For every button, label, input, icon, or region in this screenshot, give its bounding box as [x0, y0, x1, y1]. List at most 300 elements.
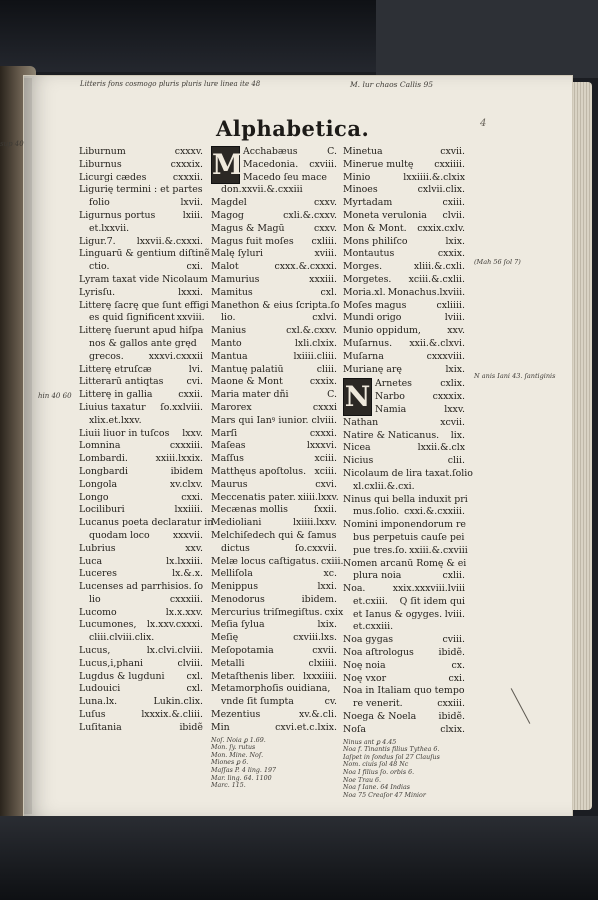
entry-reference: [201, 632, 203, 645]
entry-term: Meſia ſylua: [211, 619, 265, 631]
entry-reference: xxiii.&.cxviii: [409, 544, 468, 556]
index-entry: [375, 378, 465, 391]
index-entry: [79, 619, 203, 632]
entry-reference: lxix.: [445, 235, 465, 247]
entry-term: folio: [89, 197, 110, 209]
entry-term: Lucanus poeta declaratur in: [79, 517, 214, 529]
index-entry: [343, 621, 465, 634]
entry-term: quodam loco: [89, 529, 150, 541]
entry-term: ctio.: [89, 261, 110, 273]
entry-term: Malę ſyluri: [211, 248, 263, 260]
entry-term: Maria mater dñi: [211, 389, 289, 401]
index-entry: [343, 442, 465, 455]
index-entry: [211, 658, 337, 671]
index-entry: [211, 428, 337, 441]
entry-term: et.cxxiii.: [353, 621, 394, 633]
entry-term: Noega & Noela: [343, 711, 417, 723]
entry-term: et.cxiii.: [353, 595, 388, 607]
entry-term: don.xxvii.&.cxxiii: [221, 184, 303, 196]
entry-term: Liuius taxatur: [79, 401, 146, 413]
entry-term: Noa gygas: [343, 634, 394, 646]
entry-term: Melchiſedech qui & ſamus: [211, 529, 337, 541]
entry-reference: lx.&.x.: [172, 568, 203, 580]
index-entry: [343, 210, 465, 223]
index-entry: [211, 389, 337, 402]
entry-reference: lx.lxxiii.: [166, 555, 203, 567]
entry-reference: [340, 300, 342, 313]
entry-term: dictus: [221, 542, 250, 554]
entry-term: es quid ſignificent: [89, 312, 175, 324]
entry-reference: lvi.: [188, 363, 203, 375]
entry-term: Licurgi cædes: [79, 171, 147, 183]
entry-reference: [464, 685, 466, 698]
entry-term: Ligurię termini : et partes: [79, 184, 203, 196]
entry-term: Mantuę palatiū: [211, 363, 284, 375]
entry-term: Metaſthenis liber.: [211, 670, 296, 682]
entry-term: Min: [211, 721, 230, 733]
index-entry: [79, 683, 203, 696]
index-entry: [211, 492, 337, 505]
index-entry: [211, 466, 337, 479]
entry-term: lio: [89, 593, 101, 605]
index-entry: [211, 440, 337, 453]
entry-reference: cliii.: [316, 363, 337, 375]
index-entry: [343, 325, 465, 338]
entry-reference: cxl.&.cxxv.: [286, 325, 337, 337]
entry-term: Magus & Magū: [211, 222, 285, 234]
entry-reference: Lukin.clix.: [153, 696, 203, 708]
entry-term: Longo: [79, 491, 109, 503]
entry-term: Macedo ſeu mace: [243, 171, 327, 183]
entry-reference: lxxiiii.&.clxix: [403, 171, 465, 183]
entry-term: Murianę arę: [343, 363, 402, 375]
entry-term: Litterę etruſcæ: [79, 363, 152, 375]
entry-term: Nomen arcanū Romę & ei: [343, 557, 467, 569]
index-entry: [79, 517, 214, 530]
entry-term: mus.ſolio.: [353, 506, 400, 518]
entry-term: Liburnum: [79, 146, 126, 157]
entry-reference: clvii.: [442, 209, 465, 221]
index-entry: [243, 172, 337, 185]
entry-term: Lombardi.: [79, 453, 128, 465]
entry-reference: clviii.: [311, 414, 337, 426]
index-entry: [211, 645, 337, 658]
index-entry: [343, 417, 465, 430]
entry-reference: cxxix.cxlv.: [417, 222, 465, 234]
index-entry: [343, 261, 465, 274]
index-entry: [79, 364, 203, 377]
index-entry: [243, 146, 337, 159]
entry-term: grecos.: [89, 350, 124, 362]
index-entry: [79, 159, 203, 172]
index-entry: [211, 683, 337, 696]
handwritten-note: Noa I filius ſo. orbis 6.: [343, 769, 415, 777]
entry-term: Metamorphoſis ouidiana,: [211, 683, 331, 695]
decorated-initial-n: N: [343, 378, 372, 416]
index-entry: [211, 517, 337, 530]
index-entry: [79, 466, 203, 479]
entry-reference: cxlii.: [442, 570, 465, 582]
index-entry: [79, 479, 203, 492]
entry-reference: xxxvii.: [172, 529, 203, 541]
entry-reference: cxviii.lxs.: [293, 632, 337, 644]
entry-term: lio.: [221, 312, 236, 324]
index-entry: [343, 660, 465, 673]
index-entry: [211, 594, 337, 607]
index-entry: [211, 236, 337, 249]
entry-term: bus perpetuis cauſe pei: [353, 531, 465, 543]
entry-reference: cxxv.: [314, 222, 337, 234]
entry-term: Maſſus: [211, 453, 244, 465]
entry-term: Malot: [211, 261, 239, 273]
entry-term: Mercurius triſmegiſtus.: [211, 606, 323, 618]
index-entry: [211, 274, 337, 287]
index-column-3: [343, 146, 473, 799]
entry-term: Luſitania: [79, 721, 122, 733]
index-entry: [343, 172, 465, 185]
entry-term: Litterę ſacrę que ſunt effigi: [79, 299, 209, 311]
entry-reference: ibidẽ.: [438, 711, 465, 723]
index-entry: [343, 197, 465, 210]
entry-term: Lucenses ad parrhisios.: [79, 581, 192, 593]
index-entry: [343, 455, 465, 468]
entry-reference: cv.: [324, 696, 337, 708]
index-entry: [375, 391, 465, 404]
entry-term: Ludouici: [79, 683, 121, 695]
index-entry: [79, 492, 203, 505]
handwritten-note: Mon. Mine. Noſ.: [211, 751, 264, 759]
index-entry: [343, 430, 465, 443]
entry-term: Magdel: [211, 197, 247, 209]
index-entry: [343, 609, 465, 622]
index-entry: [79, 556, 203, 569]
entry-reference: cxix: [324, 606, 344, 618]
entry-reference: clxix.: [440, 723, 465, 735]
index-entry: [79, 325, 203, 338]
entry-reference: xciii.: [314, 465, 337, 477]
entry-reference: lxiiii.lxxv.: [293, 517, 337, 529]
entry-term: Manto: [211, 337, 242, 349]
handwritten-note: Iaſpet in ſondus ſol 27 Clauſus: [343, 753, 440, 761]
index-entry: [79, 338, 203, 351]
entry-reference: [463, 481, 465, 494]
index-entry: [79, 248, 210, 261]
entry-term: et.lxxvii.: [89, 222, 130, 234]
index-entry: [211, 338, 337, 351]
entry-term: Luca: [79, 555, 103, 567]
entry-reference: cxl.: [320, 286, 337, 298]
entry-reference: [473, 468, 475, 481]
index-entry: [79, 645, 203, 658]
entry-term: Muſarnus.: [343, 337, 393, 349]
entry-reference: cxxii.: [178, 389, 203, 401]
index-entry: [211, 312, 337, 325]
entry-reference: ſo: [193, 581, 203, 593]
entry-term: Natire & Naticanus.: [343, 429, 440, 441]
entry-term: Liburnus: [79, 158, 122, 170]
entry-reference: cxxiiii.: [434, 158, 465, 170]
index-entry: [211, 261, 337, 274]
entry-term: Longola: [79, 478, 118, 490]
index-entry: [79, 581, 203, 594]
entry-term: Manius: [211, 325, 247, 337]
handwritten-note: Mon. ſy. rutus: [211, 744, 256, 752]
index-entry: [343, 544, 468, 558]
entry-term: Nicolaum de lira taxat.ſolio: [343, 467, 473, 479]
handwritten-note: Noſ. Noia ꝑ 1.69.: [211, 736, 266, 744]
index-entry: [211, 530, 337, 543]
entry-term: Nomini imponendorum re: [343, 519, 466, 531]
entry-reference: lxiiii.cliii.: [293, 350, 337, 362]
entry-reference: cxlvi.: [312, 312, 337, 324]
entry-reference: cxxv.: [314, 197, 337, 209]
index-entry: [343, 312, 465, 325]
index-entry: [211, 248, 337, 261]
entry-reference: Monachus.lxviii.: [387, 286, 466, 298]
index-entry: [343, 596, 465, 609]
index-entry: [343, 558, 465, 571]
entry-term: Lyram taxat vide Nicolaum: [79, 273, 208, 285]
index-entry: [79, 415, 203, 428]
entry-reference: [466, 558, 468, 571]
handwritten-note: Noa f Iane. 64 Indias: [343, 784, 411, 792]
entry-reference: cxvii.: [312, 645, 337, 657]
entry-reference: ibidem: [170, 465, 203, 477]
index-entry: [243, 159, 337, 172]
gutter-shadow: [24, 78, 32, 814]
index-entry: [343, 711, 465, 724]
entry-reference: lxxi.: [317, 581, 337, 593]
entry-reference: cxxxv.: [174, 146, 203, 157]
entry-reference: cxi.: [448, 672, 465, 684]
entry-reference: xciii.: [314, 453, 337, 465]
entry-term: Noſa: [343, 723, 366, 735]
entry-term: Menippus: [211, 581, 259, 593]
index-entry: [375, 404, 465, 417]
index-entry: [79, 671, 203, 684]
entry-reference: cxli.&.cxxv.: [283, 209, 337, 221]
entry-reference: cxl.: [186, 670, 203, 682]
entry-term: Namia: [375, 403, 407, 415]
entry-term: Mecænas mollis: [211, 504, 288, 516]
entry-term: Noę noia: [343, 659, 386, 671]
index-entry: [211, 709, 337, 722]
entry-term: Mon & Mont.: [343, 222, 407, 234]
entry-reference: [335, 184, 337, 197]
entry-reference: xxiii.lxxix.: [155, 453, 203, 465]
page-title: Alphabetica.: [216, 116, 370, 141]
entry-term: Mons philiſco: [343, 235, 408, 247]
index-entry: [343, 223, 465, 236]
index-entry: [343, 532, 465, 545]
index-entry: [79, 594, 203, 607]
index-entry: [211, 504, 337, 517]
entry-reference: [336, 530, 338, 543]
index-entry: [343, 685, 465, 698]
entry-reference: lxxii.&.clx: [417, 442, 465, 454]
entry-reference: xcvii.: [440, 416, 465, 428]
index-entry: [211, 364, 337, 377]
entry-term: Luna.lx.: [79, 696, 118, 708]
entry-term: Noa.: [343, 583, 366, 595]
entry-reference: lix.: [450, 429, 465, 441]
entry-term: Melæ locus caſtigatus.: [211, 555, 319, 567]
index-entry: [343, 481, 465, 494]
index-entry: [211, 197, 337, 210]
index-entry: [79, 722, 203, 735]
entry-term: Menodorus: [211, 593, 265, 605]
handwritten-note: Mar. ling. 64. 1100: [211, 774, 272, 782]
entry-reference: cx.: [451, 659, 465, 671]
entry-reference: lxxxvi.: [306, 440, 337, 452]
entry-reference: lxiii.: [182, 209, 203, 221]
entry-term: Noę vxor: [343, 672, 387, 684]
handwritten-note: Ninus ant ꝑ 4.45: [343, 738, 397, 746]
entry-term: Myrtadam: [343, 197, 393, 209]
entry-term: Lomnina: [79, 440, 121, 452]
entry-term: Meccenatis pater.: [211, 491, 296, 503]
entry-term: Morges.: [343, 261, 383, 273]
index-entry: [343, 159, 465, 172]
index-entry: [211, 722, 337, 735]
entry-reference: xiiii.lxxv.: [297, 491, 339, 503]
entry-reference: ſo.cxxvii.: [294, 542, 337, 554]
entry-term: et Ianus & ogyges.: [353, 608, 443, 620]
entry-reference: lxxxix.&.cliii.: [141, 709, 203, 721]
index-entry: [343, 493, 468, 507]
entry-term: Lucus,: [79, 645, 111, 657]
entry-term: plura noia: [353, 570, 402, 582]
entry-reference: cxxxi: [312, 401, 337, 413]
index-entry: [211, 184, 337, 197]
entry-term: Ligur.7.: [79, 235, 116, 247]
entry-reference: cxiii.: [442, 197, 465, 209]
margin-note-right-1: (Mah 56 ſol 7): [474, 258, 521, 266]
entry-reference: [201, 338, 203, 351]
handwritten-note: Nom. ciuis ſol 48 Nc: [343, 761, 409, 769]
entry-reference: [335, 172, 337, 185]
index-entry: [211, 453, 337, 466]
index-entry: [79, 261, 203, 274]
entry-reference: cxxxix.: [170, 158, 203, 170]
index-entry: [79, 607, 203, 620]
entry-term: Mars qui Ianꝰ iunior.: [211, 414, 309, 426]
entry-reference: xxv.: [447, 325, 465, 337]
entry-reference: cxl.: [186, 683, 203, 695]
initial-block-n: [343, 378, 465, 416]
index-entry: [343, 506, 465, 519]
entry-term: Mamurius: [211, 273, 260, 285]
index-entry: [211, 606, 344, 620]
entry-term: Moſes magus: [343, 299, 407, 311]
entry-reference: [201, 415, 203, 428]
entry-reference: cvi.: [186, 376, 203, 388]
index-entry: [79, 184, 203, 197]
entry-reference: cxliiii.: [436, 299, 465, 311]
entry-reference: cxxix.: [309, 376, 337, 388]
entry-term: xl.cxlii.&.cxi.: [353, 480, 415, 492]
index-entry: [79, 223, 203, 236]
index-column-2: [211, 146, 344, 790]
entry-reference: cxiii.: [320, 555, 344, 567]
entry-reference: xviii.: [314, 248, 337, 260]
index-entry: [79, 696, 203, 709]
entry-term: Lucumones,: [79, 619, 137, 631]
index-entry: [211, 581, 337, 594]
entry-term: Nicius: [343, 455, 374, 467]
index-entry: [79, 146, 203, 159]
index-entry: [79, 632, 203, 645]
index-entry: [211, 632, 337, 645]
entry-reference: [468, 494, 470, 507]
entry-reference: [203, 184, 205, 197]
entry-term: Morgetes.: [343, 273, 392, 285]
entry-term: Minetua: [343, 146, 383, 157]
top-note-right: M. lur chaos Callis 95: [350, 80, 434, 89]
entry-term: Manethon & eius ſcripta.ſo: [211, 299, 340, 311]
index-entry: [343, 647, 465, 660]
entry-reference: xxix.xxxviii.lviii: [392, 583, 465, 595]
entry-reference: cxliii.: [311, 235, 337, 247]
index-entry: [211, 402, 337, 415]
entry-reference: xciii.&.cxlii.: [408, 273, 465, 285]
entry-reference: lxxxi.: [178, 286, 203, 298]
entry-term: Montautus: [343, 248, 395, 260]
entry-term: Acchabæus: [243, 146, 298, 157]
decorated-initial-m: M: [211, 146, 240, 184]
index-entry: [79, 402, 203, 415]
entry-reference: C.: [327, 146, 337, 157]
entry-reference: lxxiiii.: [174, 504, 203, 516]
entry-reference: Q ſit idem qui: [399, 595, 465, 607]
handwritten-note: Noa f. Tinantis filius Tythea 6.: [343, 746, 440, 754]
index-entry: [79, 299, 209, 313]
index-entry: [79, 428, 203, 441]
entry-reference: cxxxix.: [432, 391, 465, 403]
entry-term: Noa aſtrologus: [343, 647, 414, 659]
entry-reference: xxxiii.: [309, 273, 337, 285]
entry-reference: cxxxii.: [172, 171, 203, 183]
handwritten-note: Noa 75 Creaſor 47 Minior: [343, 791, 426, 799]
top-note-left: Litteris fons cosmogo pluris pluris lure linea ite 48: [80, 80, 261, 88]
entry-reference: lviii.: [444, 312, 465, 324]
index-entry: [79, 440, 203, 453]
index-entry: [343, 248, 465, 261]
entry-term: Minerue multę: [343, 158, 414, 170]
entry-term: Luſus: [79, 709, 106, 721]
index-entry: [343, 467, 473, 481]
handwritten-note: Noe Trau 6.: [343, 776, 382, 784]
index-entry: [79, 530, 203, 543]
entry-reference: lxxv.: [444, 403, 465, 415]
entry-reference: xv.&.cli.: [298, 709, 337, 721]
entry-reference: lxix.: [317, 619, 337, 631]
entry-reference: cxi.: [186, 261, 203, 273]
entry-reference: lxxxiiii.: [303, 670, 337, 682]
index-entry: [211, 351, 337, 364]
entry-term: Marorex: [211, 401, 252, 413]
entry-term: Liuii liuor in tuſcos: [79, 427, 170, 439]
entry-reference: lxix.: [445, 363, 465, 375]
entry-term: Meſię: [211, 632, 239, 644]
entry-term: Moria.xl.: [343, 286, 386, 298]
entry-term: Lucus,i,phani: [79, 657, 143, 669]
entry-term: Mezentius: [211, 709, 261, 721]
entry-term: Meſopotamia: [211, 645, 274, 657]
index-entry: [79, 504, 203, 517]
entry-term: pue tres.ſo.: [353, 544, 408, 556]
margin-note-right-2: N anis Iani 43. ſantiginis: [474, 372, 556, 380]
